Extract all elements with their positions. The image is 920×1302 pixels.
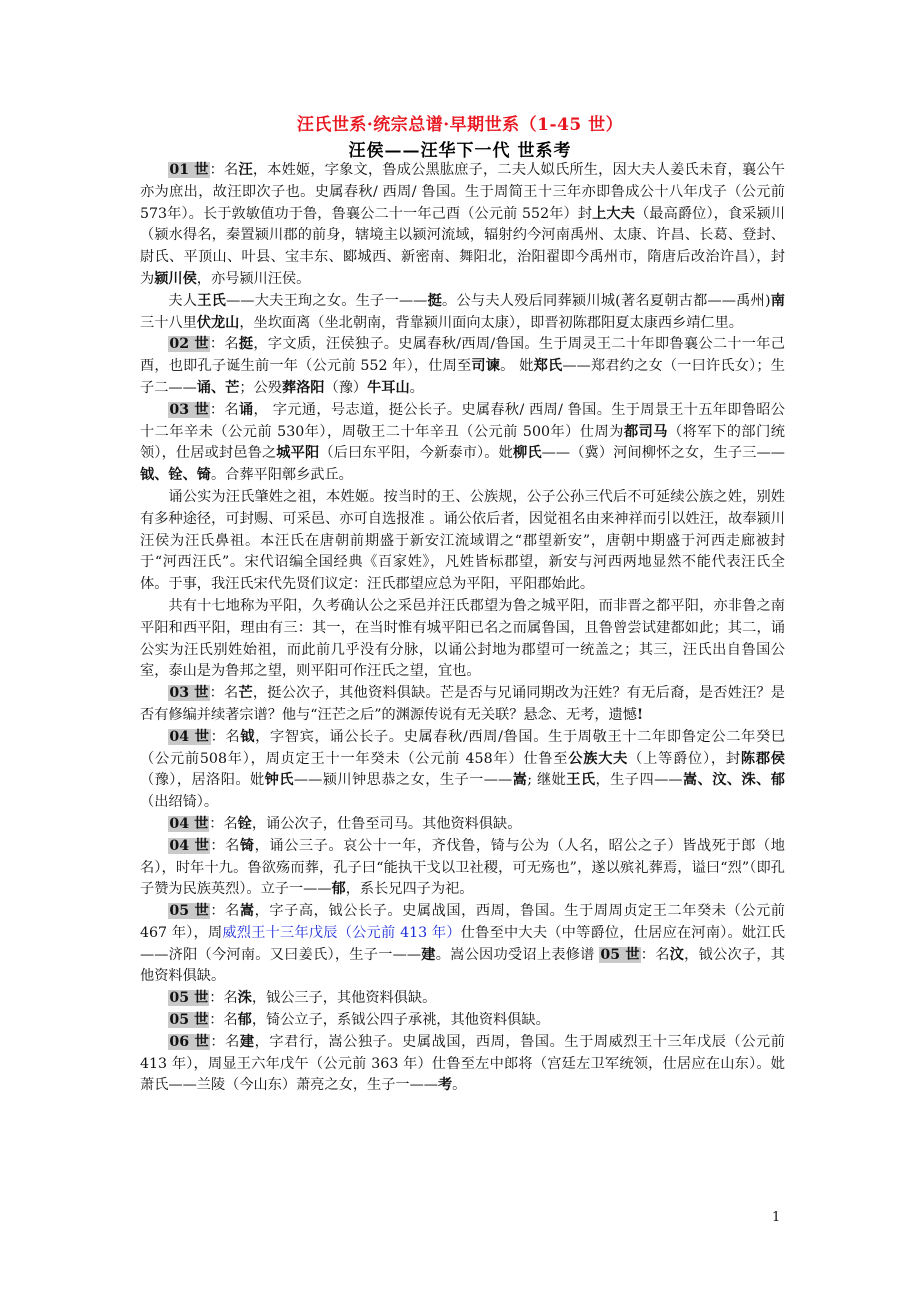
emphasized-name: 城平阳 [276,445,320,462]
paragraph-text: ，字君行，嵩公独子。史属战国，西周，鲁国。生于周威烈王十三年戊辰（公元前 413 年），周显王六年戊午（公元前 363 年）仕鲁至左中郎将（宫廷左卫军统领，仕居应在山东）。妣萧氏——兰陵（今山东）萧亮之女，生子一—— [140,1033,785,1094]
emphasized-name: 葬洛阳 [281,379,325,396]
paragraph-text: ：名 [210,1033,240,1050]
emphasized-name: 柳氏 [512,445,542,462]
paragraph-text: ：名 [209,685,239,702]
paragraph-text: ，生子四—— [595,772,683,789]
emphasized-name: 汪 [238,162,253,178]
paragraph-text: 。公与夫人殁后同葬颍川城(著名夏朝古都——禹州) [442,292,771,309]
paragraph-text: 。 [409,379,424,396]
paragraph-text: ，钺公次子，其他资料俱缺。 [140,946,785,985]
genealogy-paragraph [140,160,785,291]
generation-label: 03 世 [169,685,209,702]
generation-label: 04 世 [169,837,210,854]
paragraph-text: （后曰东平阳，今新泰市）。妣 [319,445,513,462]
paragraph-text: （豫） [324,379,368,396]
paragraph-text: ——（冀）河间柳怀之女，生子三—— [541,445,785,462]
genealogy-paragraph [140,487,785,596]
emphasized-name: 牛耳山 [367,379,410,396]
paragraph-text: ——郑君约之女（一曰许氏女）；生子二—— [140,358,785,396]
generation-label: 05 世 [600,946,640,963]
emphasized-name: 嵩 [512,772,528,789]
emphasized-name: 公族大夫 [568,750,629,767]
genealogy-paragraph [140,814,785,836]
paragraph-text: ：名 [209,990,238,1007]
emphasized-name: 郁 [331,881,346,898]
paragraph-text: ：名 [210,903,240,920]
paragraph-text: （上等爵位），封 [628,750,741,767]
paragraph-text: 。 妣 [500,358,534,375]
emphasized-name: 钺、铨、锜 [140,467,211,484]
genealogy-paragraph [140,596,785,683]
emphasized-name: 铨 [237,815,252,832]
emphasized-name: 考 [437,1077,453,1094]
generation-label: 04 世 [169,728,210,745]
paragraph-text: ，钺公三子，其他资料俱缺。 [251,990,437,1007]
emphasized-name: 建 [421,946,436,963]
genealogy-paragraph [140,683,785,727]
paragraph-text: ，字子高，钺公长子。史属战国，西周，鲁国。生于周周贞定王二年癸未（公元前 467 年），周 [140,903,785,941]
generation-label: 06 世 [169,1033,210,1050]
paragraph-text: ; 继妣 [527,772,567,789]
emphasized-name: 建 [239,1033,255,1050]
paragraph-text: 共有十七地称为平阳，久考确认公之采邑并汪氏郡望为鲁之城平阳，而非晋之都平阳，亦非鲁之南平阳和西平阳，理由有三：其一，在当时惟有城平阳已名之而属鲁国，且鲁曾尝试建都如此；其二，诵公实为汪氏别姓始祖，而此前几乎没有分脉，以诵公封地为郡望可一统盖之；其三，汪氏出自鲁国公室，泰山是为鲁邦之望，则平阳可作汪氏之望，宜也。 [140,597,785,680]
paragraph-text: ，亦号颍川汪侯。 [196,270,311,287]
paragraph-text: ：名 [209,401,239,418]
genealogy-paragraph [140,1032,785,1097]
paragraph-text: （豫），居洛阳。妣 [140,772,265,789]
paragraph-text: 。嵩公因功受诏上表修谱 [435,946,600,963]
emphasized-name: 钟氏 [264,772,294,789]
paragraph-text: ，字文质，汪侯独子。史属春秋/西周/鲁国。生于周灵王二十年即鲁襄公二十一年己酉，也即孔子诞生前一年（公元前 552 年），仕周至 [140,336,785,375]
paragraph-text: ——大夫王珣之女。生子一—— [226,292,428,309]
genealogy-paragraph [140,727,785,814]
genealogy-paragraph [140,291,785,335]
paragraph-text: ，系长兄四子为祀。 [345,881,474,898]
paragraph-text: ，挺公次子，其他资料俱缺。芒是否与兄诵同期改为汪姓？有无后裔，是否姓汪？是否有修编并续著宗谱？他与“汪芒之后”的渊源传说有无关联？悬念、无考，遗憾 [140,685,785,723]
emphasized-name: 郑氏 [533,358,563,375]
emphasized-name: 洙 [237,990,252,1007]
emphasized-name: 司谏 [471,358,501,375]
paragraph-text: （最高爵位），食采颍川（颍水得名，秦置颍川郡的前身，辖境主以颍河流域，辐射约今河南禹州、太康、许昌、长葛、登封、尉氏、平顶山、叶县、宝丰东、郾城西、新密南、舞阳北，治阳翟即今禹州市，隋唐后改治许昌），封为 [140,205,785,287]
paragraph-text: ：名 [210,837,240,854]
paragraph-text: ：名 [640,946,670,963]
genealogy-paragraph [140,901,785,988]
emphasized-name: 挺 [427,292,443,309]
paragraph-text: 。 [452,1077,467,1094]
genealogy-paragraph [140,334,785,399]
paragraph-text: ——颍川钟思恭之女，生子一—— [293,772,513,789]
emphasized-name: 嵩 [239,903,255,920]
paragraph-text: 仕鲁至中大夫（中等爵位，仕居应在河南）。妣江氏——济阳（今河南。又曰姜氏），生子一—— [140,924,785,963]
emphasized-name: 汶 [669,946,685,963]
emphasized-name: 钺 [240,728,256,745]
paragraph-text: ：名 [210,728,241,745]
paragraph-text: ， 字元通，号志道，挺公长子。史属春秋/ 西周/ 鲁国。生于周景王十五年即鲁昭公十二年辛未（公元前 530年），周敬王二十年辛丑（公元前 500年）仕周为 [140,401,785,440]
emphasized-name: 锜 [239,837,255,854]
paragraph-text: ；公殁 [239,379,282,396]
generation-label: 02 世 [169,336,209,353]
paragraph-text: ：名 [209,336,239,353]
emphasized-name: ! [636,706,644,723]
genealogy-paragraph [140,400,785,487]
paragraph-text: ，诵公次子，仕鲁至司马。其他资料俱缺。 [251,815,522,832]
emphasized-name: 颍川侯 [154,270,197,287]
generation-label: 05 世 [169,903,210,920]
emphasized-name: 诵 [238,401,254,418]
emphasized-name: 王氏 [566,772,596,789]
emphasized-name: 上大夫 [592,205,635,222]
document-title: 汪氏世系·统宗总谱·早期世系（1-45 世） [296,115,624,135]
emphasized-name: 诵、芒 [196,379,240,396]
generation-label: 04 世 [169,815,209,832]
paragraph-text: 三十八里 [140,314,197,331]
genealogy-paragraph [140,988,785,1010]
paragraph-text: ：名 [209,815,238,832]
paragraph-text: ，坐坎面离（坐北朝南，背靠颍川面向太康），即晋初陈郡阳夏太康西乡靖仁里。 [239,314,743,331]
emphasized-name: 陈郡侯 [740,750,785,767]
emphasized-name: 伏龙山 [196,314,240,331]
emphasized-name: 王氏 [197,292,227,309]
document-body [140,160,785,1097]
genealogy-paragraph [140,836,785,901]
document-subtitle: 汪侯——汪华下一代 世系考 [348,141,572,161]
paragraph-text: ，锜公立子，系钺公四子承祧，其他资料俱缺。 [251,1012,550,1029]
emphasized-name: 芒 [238,685,253,702]
emphasized-name: 嵩、汶、洙、郁 [682,772,785,789]
generation-label: 01 世 [169,162,209,178]
emphasized-name: 挺 [238,336,254,353]
emphasized-name: 郁 [237,1012,252,1029]
paragraph-text: 诵公实为汪氏肇姓之祖，本姓姬。按当时的王、公族规，公子公孙三代后不可延续公族之姓，别姓有多种途径，可封赐、可采邑、亦可自选报准 。诵公依后者，因觉祖名由来神祥而引以姓汪，故奉颍川汪侯为汪氏鼻祖。本汪氏在唐朝前期盛于新安江流域谓之“郡望新安”，唐朝中期盛于河西走廊被封于“河西汪氏”。宋代诏编全国经典《百家姓》，凡姓皆标郡望，新安与河西两地显然不能代表汪氏全体。于事，我汪氏宋代先贤们议定：汪氏郡望应总为平阳，平阳郡始此。 [140,488,785,593]
paragraph-text: ，字智宾，诵公长子。史属春秋/西周/鲁国。生于周敬王十二年即鲁定公二年癸巳（公元前508年），周贞定王十一年癸未（公元前 458年）仕鲁至 [140,728,785,767]
emphasized-name: 都司马 [623,423,668,440]
paragraph-text: 夫人 [168,292,198,309]
emphasized-name: 南 [770,292,785,309]
paragraph-text: ：名 [209,1012,238,1029]
paragraph-text: 。合葬平阳鄣乡武丘。 [210,467,353,484]
paragraph-text: ，本姓姬，字象文，鲁成公黑肱庶子，二夫人姒氏所生，因大夫人姜氏未育，襄公午亦为庶出，故汪即次子也。史属春秋/ 西周/ 鲁国。生于周简王十三年亦即鲁成公十八年戊子（公元前 573年）。长于敦敏值功于鲁，鲁襄公二十一年己酉（公元前 552年）封 [140,162,785,222]
paragraph-text: （将军下的部门统领），仕居或封邑鲁之 [140,423,785,462]
highlighted-date: 威烈王十三年戊辰（公元前 413 年） [222,924,461,941]
generation-label: 03 世 [169,401,209,418]
paragraph-text: （出绍锜）。 [140,794,219,811]
page-number: 1 [772,1210,781,1225]
generation-label: 05 世 [169,990,209,1007]
paragraph-text: ：名 [209,162,239,178]
generation-label: 05 世 [169,1012,209,1029]
paragraph-text: ，诵公三子。哀公十一年，齐伐鲁，锜与公为（人名，昭公之子）皆战死于郎（地名），时年十九。鲁欲殇而葬，孔子曰“能执干戈以卫社稷，可无殇也”，遂以殡礼葬焉，谥曰“烈”（即孔子赞为民族英烈）。立子一—— [140,837,785,898]
genealogy-paragraph [140,1010,785,1032]
